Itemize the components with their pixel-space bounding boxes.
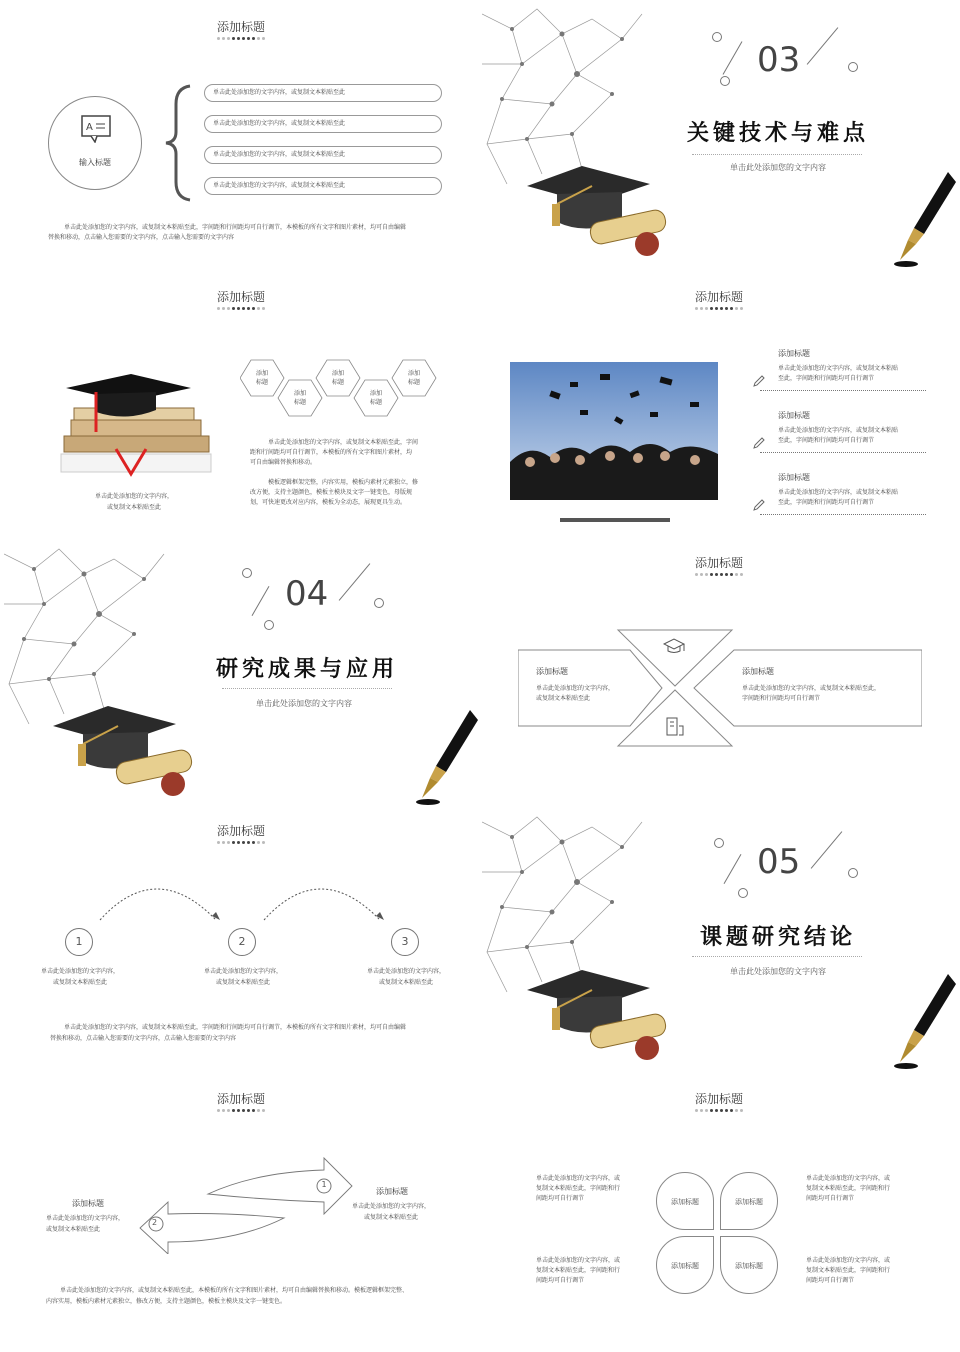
- graduation-cap-icon: [663, 638, 685, 658]
- text-pill: 单击此处添加您的文字内容，或复制文本粘贴至此: [204, 115, 442, 133]
- text-block: 单击此处添加您的文字内容，或 复制文本粘贴至此，字间距和行 间距均可自行调节: [536, 1175, 621, 1202]
- body-text: 内容实用，模板内素材元素独立，修改方便，支持主题颜色，模板主模块及文字一键变色。: [46, 1298, 287, 1305]
- pencil-icon: [752, 374, 766, 388]
- section-number: 03: [757, 40, 801, 80]
- step-number: 1: [65, 928, 93, 956]
- petal-bottom-left: 添加标题: [656, 1236, 714, 1294]
- arc-arrows: [96, 876, 396, 926]
- fountain-pen-illustration: [408, 708, 478, 808]
- deco-circle: [848, 868, 858, 878]
- slide-4: [482, 276, 956, 542]
- deco-line: [252, 586, 270, 616]
- arrow-number: 1: [321, 1180, 327, 1189]
- left-text: 单击此处添加您的文字内容，: [46, 1215, 125, 1222]
- list-item: [752, 348, 932, 408]
- icon-label: 输入标题: [79, 158, 111, 167]
- text-pill: 单击此处添加您的文字内容，或复制文本粘贴至此: [204, 146, 442, 164]
- slide-1: [4, 4, 478, 270]
- slide-6: [482, 544, 956, 810]
- title-dots: [4, 841, 478, 844]
- dotted-divider: [760, 390, 926, 391]
- brace-shape: [164, 84, 194, 202]
- right-text: 单击此处添加您的文字内容，: [352, 1203, 431, 1210]
- item-text: 至此，字间距和行间距均可自行调节: [778, 499, 875, 506]
- section-heading: 课题研究结论: [699, 924, 856, 950]
- hex-item: 添加 标题: [293, 390, 306, 406]
- left-box-text: 或复制文本粘贴至此: [536, 695, 591, 702]
- books-cap-illustration: [56, 374, 216, 489]
- list-item: [752, 472, 932, 532]
- slide-title: 添加标题: [694, 1092, 743, 1106]
- dotted-divider: [760, 514, 926, 515]
- deco-circle: [848, 62, 858, 72]
- text-block: 单击此处添加您的文字内容，或 复制文本粘贴至此，字间距和行 间距均可自行调节: [806, 1257, 891, 1284]
- section-subtitle: 单击此处添加您的文字内容: [730, 967, 826, 976]
- graduation-photo: [510, 362, 718, 500]
- graduation-cap-illustration: [48, 704, 198, 804]
- section-subtitle: 单击此处添加您的文字内容: [730, 163, 826, 172]
- item-text: 单击此处添加您的文字内容，或复制文本粘贴: [778, 489, 899, 496]
- deco-circle: [242, 568, 252, 578]
- step-number: 2: [228, 928, 256, 956]
- graduation-cap-illustration: [522, 968, 672, 1068]
- heading-underline: [692, 956, 862, 957]
- text-pill: 单击此处添加您的文字内容，或复制文本粘贴至此: [204, 84, 442, 102]
- petal-top-left: 添加标题: [656, 1172, 714, 1230]
- section-heading: 关键技术与难点: [686, 120, 869, 146]
- text-bubble-icon: [81, 115, 111, 143]
- step-number: 3: [391, 928, 419, 956]
- hex-item: 添加 标题: [331, 370, 344, 386]
- step-text: 单击此处添加您的文字内容，: [366, 968, 445, 975]
- text-block: 单击此处添加您的文字内容，或 复制文本粘贴至此，字间距和行 间距均可自行调节: [806, 1175, 891, 1202]
- section-number: 05: [757, 842, 801, 882]
- section-number: 04: [285, 574, 329, 614]
- document-icon: [664, 716, 686, 738]
- body-text: 替换和移动，点击输入您需要的文字内容，点击输入您需要的文字内容: [48, 234, 235, 241]
- title-dots: [4, 37, 478, 40]
- left-box-heading: 添加标题: [536, 667, 568, 676]
- slide-9: [4, 1080, 478, 1346]
- text-block: 单击此处添加您的文字内容，或 复制文本粘贴至此，字间距和行 间距均可自行调节: [536, 1257, 621, 1284]
- list-item: [752, 410, 932, 470]
- petal-top-right: 添加标题: [720, 1172, 778, 1230]
- item-text: 至此，字间距和行间距均可自行调节: [778, 437, 875, 444]
- svg-text:A: A: [86, 122, 93, 133]
- left-heading: 添加标题: [72, 1199, 104, 1208]
- heading-underline: [222, 688, 392, 689]
- step-text: 或复制文本粘贴至此: [378, 979, 433, 986]
- deco-circle: [374, 598, 384, 608]
- arrow-number: 2: [152, 1218, 158, 1227]
- slide-10: [482, 1080, 956, 1346]
- hex-item: 添加 标题: [407, 370, 420, 386]
- caption-text: 或复制文本粘贴至此: [106, 504, 161, 511]
- right-box-text: 单击此处添加您的文字内容，或复制文本粘贴至此，: [742, 685, 881, 692]
- fountain-pen-illustration: [886, 972, 956, 1072]
- item-heading: 添加标题: [778, 349, 810, 358]
- deco-circle: [712, 32, 722, 42]
- slide-title: 添加标题: [216, 20, 265, 34]
- step-text: 或复制文本粘贴至此: [52, 979, 107, 986]
- left-text: 或复制文本粘贴至此: [46, 1226, 101, 1233]
- body-text: 单击此处添加您的文字内容，或复制文本粘贴至此，字间距和行间距均可自行调节，本模板的所有文字和图片素材，均可自由编辑: [64, 224, 407, 231]
- slide-3: [4, 276, 478, 542]
- item-heading: 添加标题: [778, 473, 810, 482]
- slide-title: 添加标题: [694, 290, 743, 304]
- right-box-heading: 添加标题: [742, 667, 774, 676]
- slide-8: [482, 812, 956, 1078]
- deco-line: [811, 831, 843, 868]
- text-pill: 单击此处添加您的文字内容，或复制文本粘贴至此: [204, 177, 442, 195]
- step-text: 单击此处添加您的文字内容，: [40, 968, 119, 975]
- item-text: 至此，字间距和行间距均可自行调节: [778, 375, 875, 382]
- body-text: 单击此处添加您的文字内容，或复制文本粘贴至此，字间距和行间距均可自行调节，本模板的所有文字和图片素材，均可自由编辑: [64, 1024, 407, 1031]
- step-text: 或复制文本粘贴至此: [215, 979, 270, 986]
- petal-bottom-right: 添加标题: [720, 1236, 778, 1294]
- right-heading: 添加标题: [376, 1187, 408, 1196]
- pencil-icon: [752, 498, 766, 512]
- graduation-cap-illustration: [522, 164, 672, 264]
- deco-line: [724, 854, 742, 884]
- deco-line: [339, 563, 371, 600]
- step-text: 单击此处添加您的文字内容，: [203, 968, 282, 975]
- deco-circle: [714, 838, 724, 848]
- title-dots: [482, 307, 956, 310]
- pencil-icon: [752, 436, 766, 450]
- deco-circle: [738, 888, 748, 898]
- title-dots: [482, 1109, 956, 1112]
- caption-text: 单击此处添加您的文字内容，: [94, 493, 173, 500]
- body-text: 单击此处添加您的文字内容，或复制文本粘贴至此，本模板的所有文字和图片素材，均可自由编辑替换和移动。模板逻辑框架完整、: [60, 1287, 409, 1294]
- icon-circle: [48, 96, 142, 190]
- dotted-divider: [760, 452, 926, 453]
- item-heading: 添加标题: [778, 411, 810, 420]
- deco-line: [723, 41, 743, 74]
- item-text: 单击此处添加您的文字内容，或复制文本粘贴: [778, 427, 899, 434]
- photo-bar: [560, 518, 670, 522]
- right-text: 或复制文本粘贴至此: [364, 1214, 419, 1221]
- slide-title: 添加标题: [694, 556, 743, 570]
- body-paragraph: 单击此处添加您的文字内容，或复制文本粘贴至此，字间 距和行间距均可自行调节，本模板的所有文字和图片素材，均 可自由编辑替换和移动。: [250, 439, 419, 466]
- hex-item: 添加 标题: [369, 390, 382, 406]
- left-box-text: 单击此处添加您的文字内容，: [536, 685, 615, 692]
- section-heading: 研究成果与应用: [215, 656, 398, 682]
- slide-7: [4, 812, 478, 1078]
- body-paragraph: 模板逻辑框架完整，内容实用，模板内素材元素独立，修 改方便，支持主题颜色，模板主模块及文字一键变色，母版规 划，可快速更改对应内容，模板为全动态，展现更具生动。: [250, 479, 419, 506]
- item-text: 单击此处添加您的文字内容，或复制文本粘贴: [778, 365, 899, 372]
- deco-circle: [264, 620, 274, 630]
- right-box-text: 字间距和行间距均可自行调节: [742, 695, 821, 702]
- slide-title: 添加标题: [216, 1092, 265, 1106]
- double-arrow-diagram: [136, 1154, 356, 1254]
- slide-2: [482, 4, 956, 270]
- title-dots: [4, 1109, 478, 1112]
- fountain-pen-illustration: [886, 170, 956, 270]
- hex-item: 添加 标题: [255, 370, 268, 386]
- title-dots: [482, 573, 956, 576]
- body-text: 替换和移动，点击输入您需要的文字内容，点击输入您需要的文字内容: [50, 1035, 237, 1042]
- heading-underline: [692, 154, 862, 155]
- deco-line: [807, 27, 839, 64]
- slide-5: [4, 544, 478, 810]
- section-subtitle: 单击此处添加您的文字内容: [256, 699, 352, 708]
- slide-title: 添加标题: [216, 290, 265, 304]
- title-dots: [4, 307, 478, 310]
- slide-title: 添加标题: [216, 824, 265, 838]
- deco-circle: [720, 76, 730, 86]
